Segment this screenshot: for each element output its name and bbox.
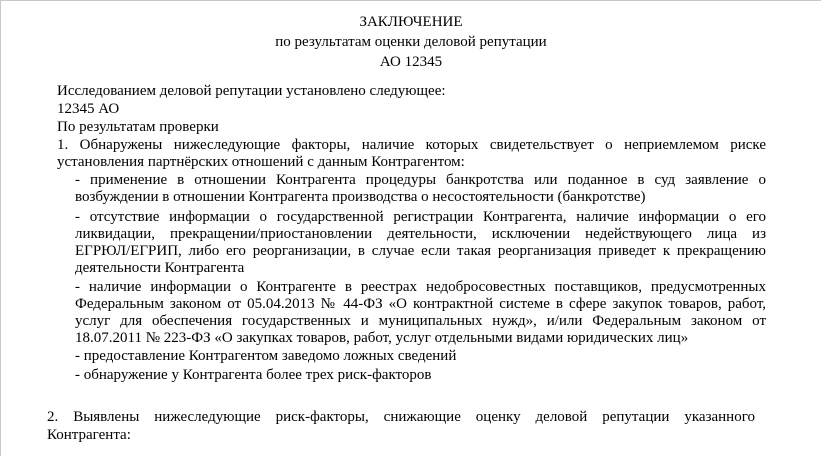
section1-heading-cont: установления партнёрских отношений с данным Контрагентом: [57,154,465,170]
entity-name: 12345 АО [57,101,120,117]
section2-heading-cont: Контрагента: [47,427,131,443]
list-item: - обнаружение у Контрагента более трех риск-факторов [75,367,432,383]
list-item-cont: ликвидации, прекращении/приостановлении деятельности, исключении недействующего лица из [75,226,766,242]
list-item-cont: услуг для обеспечения государственных и муниципальных нужд», и/или Федеральным законом от [75,313,766,329]
document-subtitle: по результатам оценки деловой репутации [275,34,547,50]
company-name: АО 12345 [379,54,443,70]
document-title: ЗАКЛЮЧЕНИЕ [359,14,463,30]
list-item-cont: Федеральным законом от 05.04.2013 № 44-ФЗ «О контрактной системе в сфере закупок товаров, работ, [75,296,766,312]
list-item: - предоставление Контрагентом заведомо ложных сведений [75,348,457,364]
list-item: - наличие информации о Контрагенте в реестрах недобросовестных поставщиков, предусмотренных [75,279,766,295]
check-heading: По результатам проверки [57,119,219,135]
list-item-cont: возбуждении в отношении Контрагента производства о несостоятельности (банкротстве) [75,189,646,205]
section1-heading: 1. Обнаружены нижеследующие факторы, наличие которых свидетельствует о неприемлемом риске [57,137,766,153]
list-item-cont: ЕГРЮЛ/ЕГРИП, либо его реорганизации, в случае если такая реорганизация приведет к прекращению [75,243,766,259]
list-item-cont: 18.07.2011 № 223-ФЗ «О закупках товаров, работ, услуг отдельными видами юридических лиц» [75,330,689,346]
list-item: - отсутствие информации о государственной регистрации Контрагента, наличие информации о его [75,209,766,225]
intro-text: Исследованием деловой репутации установлено следующее: [57,83,446,99]
list-item-cont: деятельности Контрагента [75,260,245,276]
section2-heading: 2. Выявлены нижеследующие риск-факторы, снижающие оценку деловой репутации указанного [47,409,755,425]
list-item: - применение в отношении Контрагента процедуры банкротства или поданное в суд заявление о [75,172,766,188]
